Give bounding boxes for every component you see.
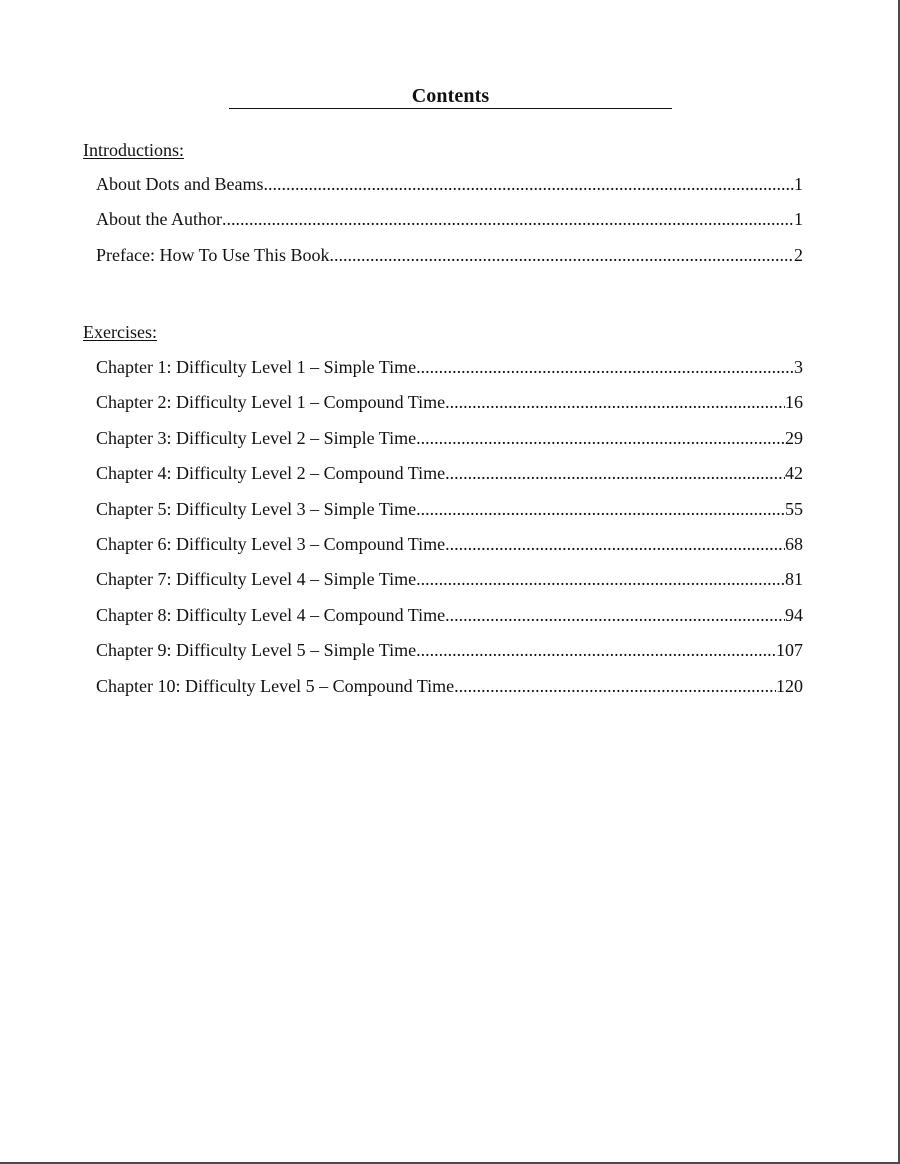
dot-leader	[416, 356, 794, 378]
page-title: Contents	[411, 85, 490, 107]
toc-entry-chapter-5[interactable]	[96, 498, 803, 533]
toc-entry-label: Chapter 4: Difficulty Level 2 – Compound Time	[96, 463, 446, 484]
section-heading-exercises: Exercises:	[83, 322, 157, 342]
toc-entry-label: Chapter 8: Difficulty Level 4 – Compound Time	[96, 604, 446, 625]
toc-entry-chapter-9[interactable]	[96, 639, 803, 674]
dot-leader	[416, 639, 776, 661]
toc-entry-label: Chapter 2: Difficulty Level 1 – Compound Time	[96, 392, 446, 413]
toc-entry-about-dots-and-beams[interactable]	[96, 173, 803, 208]
dot-leader	[222, 208, 794, 230]
toc-entry-label: Preface: How To Use This Book	[96, 244, 330, 265]
toc-entry-page-number: 94	[785, 604, 803, 625]
dot-leader	[445, 462, 785, 484]
toc-list-exercises	[96, 356, 803, 710]
toc-entry-page-number: 29	[785, 427, 803, 448]
toc-entry-chapter-4[interactable]	[96, 462, 803, 497]
toc-entry-page-number: 16	[785, 392, 803, 413]
toc-entry-page-number: 42	[785, 463, 803, 484]
dot-leader	[416, 498, 785, 520]
toc-entry-label: Chapter 3: Difficulty Level 2 – Simple Time	[96, 427, 417, 448]
dot-leader	[445, 391, 785, 413]
toc-entry-chapter-2[interactable]	[96, 391, 803, 426]
toc-entry-chapter-6[interactable]	[96, 533, 803, 568]
toc-entry-label: About Dots and Beams	[96, 174, 264, 194]
dot-leader	[330, 244, 794, 266]
dot-leader	[416, 568, 785, 590]
toc-entry-chapter-8[interactable]	[96, 604, 803, 639]
contents-title-rule	[229, 84, 672, 109]
toc-entry-chapter-3[interactable]	[96, 427, 803, 462]
toc-entry-chapter-7[interactable]	[96, 568, 803, 603]
toc-entry-page-number: 107	[776, 640, 803, 661]
toc-entry-page-number: 55	[785, 498, 803, 519]
dot-leader	[454, 675, 776, 697]
toc-list-introductions	[96, 173, 803, 279]
toc-entry-page-number: 1	[794, 209, 803, 230]
toc-entry-page-number: 81	[785, 569, 803, 590]
toc-entry-chapter-10[interactable]	[96, 675, 803, 710]
toc-entry-label: Chapter 5: Difficulty Level 3 – Simple Time	[96, 498, 417, 519]
dot-leader	[445, 533, 785, 555]
toc-entry-label: Chapter 7: Difficulty Level 4 – Simple Time	[96, 569, 417, 590]
toc-entry-page-number: 120	[776, 675, 803, 696]
dot-leader	[445, 604, 785, 626]
toc-entry-page-number: 68	[785, 533, 803, 554]
toc-entry-page-number: 3	[794, 357, 803, 377]
toc-entry-preface[interactable]	[96, 244, 803, 279]
dot-leader	[416, 427, 785, 449]
toc-entry-about-the-author[interactable]	[96, 208, 803, 243]
toc-entry-page-number: 1	[794, 174, 803, 194]
dot-leader	[263, 173, 794, 195]
toc-entry-label: About the Author	[96, 209, 222, 230]
toc-entry-label: Chapter 6: Difficulty Level 3 – Compound Time	[96, 533, 446, 554]
toc-entry-label: Chapter 10: Difficulty Level 5 – Compound Time	[96, 675, 455, 696]
toc-entry-label: Chapter 1: Difficulty Level 1 – Simple Time	[96, 357, 417, 377]
toc-entry-chapter-1[interactable]	[96, 356, 803, 391]
toc-entry-label: Chapter 9: Difficulty Level 5 – Simple Time	[96, 640, 417, 661]
toc-entry-page-number: 2	[794, 244, 803, 265]
section-heading-introductions: Introductions:	[83, 140, 184, 160]
